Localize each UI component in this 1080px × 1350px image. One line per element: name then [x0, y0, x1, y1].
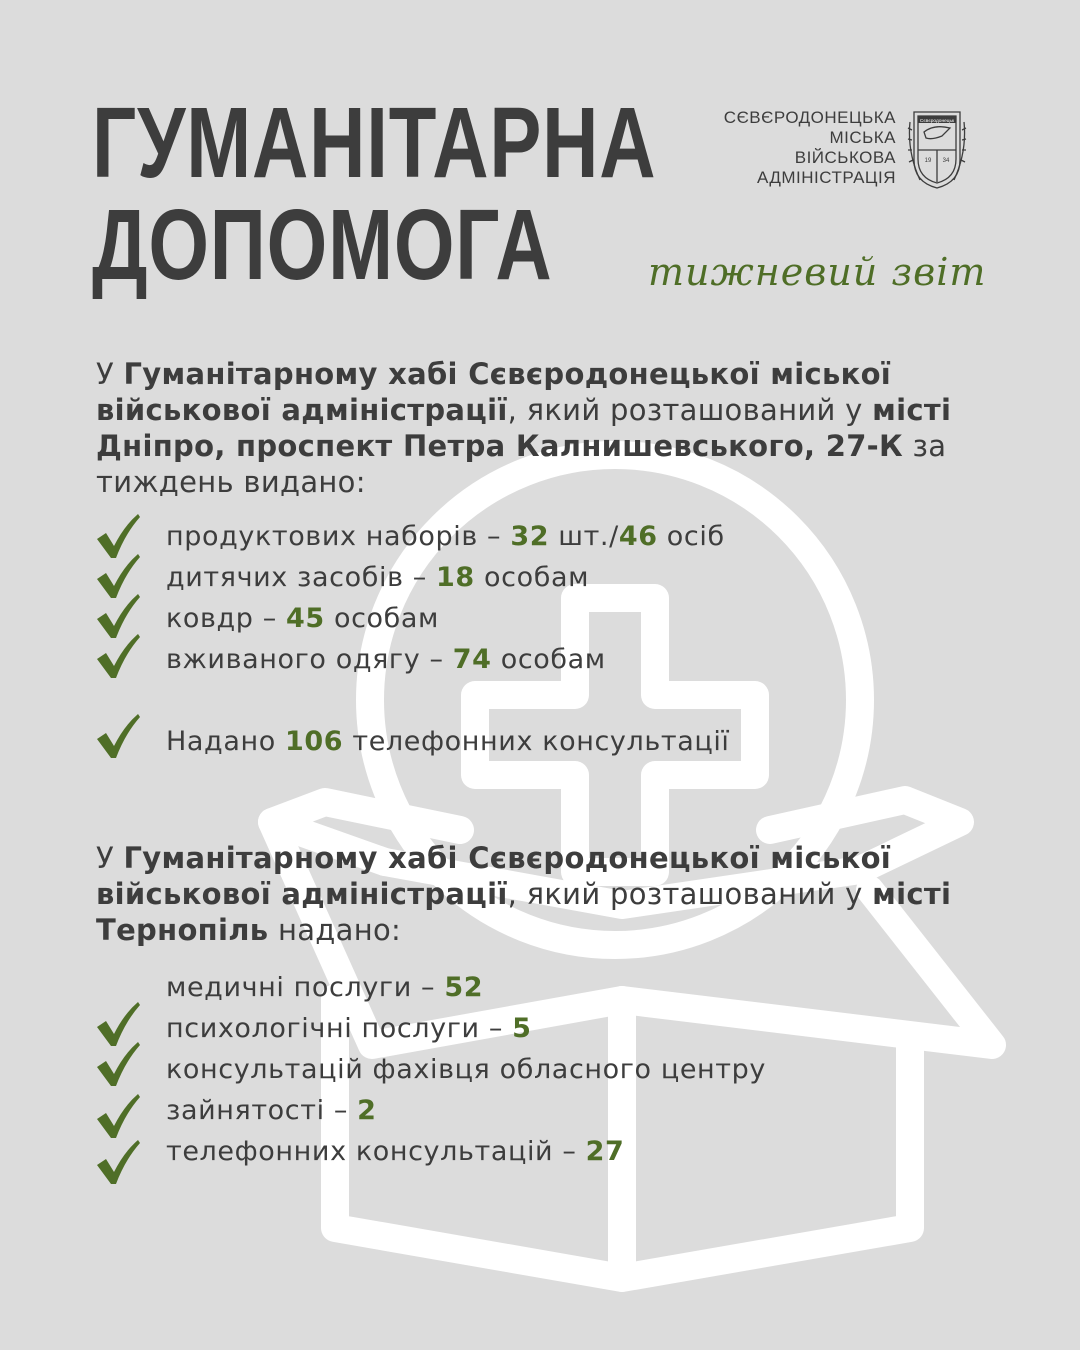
- page-title: [92, 87, 657, 301]
- checkmark-icon: [94, 1040, 142, 1088]
- checkmark-icon: [94, 1138, 142, 1186]
- section2-intro: У Гуманітарному хабі Сєвєродонецької міської військової адміністрації, який розташований у місті Тернопіль надано:: [96, 841, 952, 947]
- org-line-4: АДМІНІСТРАЦІЯ: [756, 168, 896, 187]
- title-line-1: ГУМАНІТАРНА: [92, 87, 657, 199]
- city-emblem: [906, 102, 968, 192]
- list-item: продуктових наборів – 32 шт./46 осіб: [166, 521, 725, 552]
- svg-text:Сєвєродонецьк: Сєвєродонецьк: [919, 119, 955, 124]
- org-line-3: ВІЙСЬКОВА: [794, 148, 896, 167]
- list-item: консультацій фахівця обласного центру: [166, 1054, 766, 1085]
- list-item: психологічні послуги – 5: [166, 1013, 532, 1044]
- checkmark-icon: [94, 632, 142, 680]
- list-item: вживаного одягу – 74 особам: [166, 644, 606, 675]
- list-item: зайнятості – 2: [166, 1095, 377, 1126]
- list-item: телефонних консультацій – 27: [166, 1136, 625, 1167]
- consultations-item: Надано 106 телефонних консультації: [166, 726, 730, 757]
- checkmark-icon: [94, 1092, 142, 1140]
- org-line-1: СЄВЄРОДОНЕЦЬКА: [723, 108, 896, 127]
- org-line-2: МІСЬКА: [829, 128, 896, 147]
- weekly-report-label: тижневий звіт: [648, 250, 987, 294]
- section1-intro: У Гуманітарному хабі Сєвєродонецької міської військової адміністрації, який розташований у місті Дніпро, проспект Петра Калнишевського, 27-К за тиждень видано:: [96, 357, 952, 499]
- title-line-2: ДОПОМОГА: [92, 189, 553, 301]
- svg-text:19: 19: [924, 158, 932, 164]
- checkmark-icon: [94, 712, 142, 760]
- organization-name: [724, 108, 896, 188]
- list-item: ковдр – 45 особам: [166, 603, 440, 634]
- list-item: дитячих засобів – 18 особам: [166, 562, 590, 593]
- list-item: медичні послуги – 52: [166, 972, 484, 1003]
- svg-text:34: 34: [942, 158, 950, 164]
